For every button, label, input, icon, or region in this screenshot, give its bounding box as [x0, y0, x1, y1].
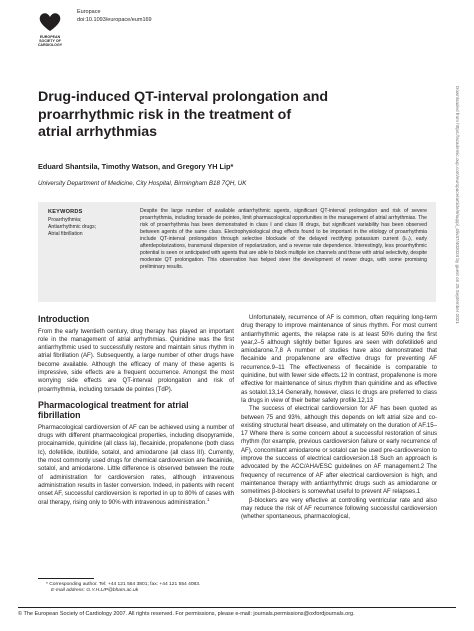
article-title [38, 89, 398, 142]
paragraph-electrical-cardioversion: The success of electrical cardioversion for AF has been quoted as between 75 and 93%, although this depends on left atrial size and co-existing structural heart disease, and ultimately on the duration of AF.15–17 Where there is some concern about a successful restoration of sinus rhythm (for example, previous cardioversion failure or early recurrence of AF), concomitant amiodarone or sotalol can be used pre-cardioversion to improve the success of electrical cardioversion.18 Such an approach is advocated by the ACC/AHA/ESC guidelines on AF management.2 The frequency of recurrence of AF after electrical cardioversion is high, and maintenance therapy with antiarrhythmic drugs such as amiodarone or sometimes β-blockers is somewhat useful to prevent AF relapses.1 [241, 406, 437, 496]
paragraph-recurrence: Unfortunately, recurrence of AF is common, often requiring long-term drug therapy to improve maintenance of sinus rhythm. For most current antiarrhythmic agents, the relapse rate is at least 50% during the first year,2–5 although slightly better figures are seen with dofetilide6 and amiodarone.7,8 A number of studies have also demonstrated that flecainide and propafenone are effective drugs for preventing AF recurrence.9–11 The effectiveness of flecainide is comparable to quinidine, but with fewer side effects.12 In contrast, propafenone is more effective for maintenance of sinus rhythm than quinidine and as effective as sotalol.13,14 Generally, however, class Ic drugs are preferred to class Ia drugs in view of their better safety profile.12,13 [241, 315, 437, 404]
heading-line: Pharmacological treatment for atrial [38, 399, 189, 410]
title-line-2: proarrhythmic risk in the treatment of [38, 106, 292, 123]
footnote [46, 582, 200, 595]
affiliation: University Department of Medicine, City Hospital, Birmingham B18 7QH, UK [38, 180, 247, 187]
journal-doi[interactable]: doi:10.1093/europace/eum169 [77, 16, 152, 23]
right-column [241, 314, 437, 521]
download-watermark: Downloaded from https://academic.oup.com/europace/article/9/suppl_4/iv37/402024 by guest on 25 September 2021 [455, 86, 460, 324]
heart-icon [40, 13, 61, 31]
svg-text:EUROPEAN: EUROPEAN [39, 35, 61, 39]
introduction-text: From the early twentieth century, drug therapy has played an important role in the management of atrial arrhythmias. Quinidine was the first antiarrhythmic used to successfully restore and maintain sinus rhythm in atrial fibrillation (AF). Subsequently, a large number of other drugs have become available. Although the efficacy of many of these agents is impressive, side effects are a frequent occurrence. Amongst the most worrying side effects are QT-interval prolongation and risk of proarrhythmia, including torsade de pointes (TdP). [38, 328, 234, 393]
heading-line: fibrillation [38, 410, 81, 421]
copyright-footer: © The European Society of Cardiology 2007. All rights reserved. For permissions, please e-mail: journals.permissions@oxfordjournals.org. [18, 611, 355, 617]
svg-text:SOCIETY OF: SOCIETY OF [39, 39, 61, 43]
pharmacological-text [38, 424, 234, 507]
journal-name: Europace [77, 9, 101, 15]
pharmacological-body: Pharmacological cardioversion of AF can be achieved using a number of drugs with different pharmacological properties, including disopyramide, procainamide, quinidine (all class Ia), flecainide, propafenone (both class Ic), dofetilide, ibutilide, sotalol, and amiodarone (all class III). Currently, the most commonly used drugs for chemical cardioversion are flecainide, sotalol, and amiodarone. Little difference is observed between the route of administration for cardioversion rates, although intravenous administration results in faster conversion. Indeed, in patients with recent onset AF, successful cardioversion is reported in up to 80% of cases with oral therapy, rising only to 90% with intravenous administration. [38, 424, 234, 506]
section-heading-pharmacological [38, 400, 234, 421]
section-heading-introduction: Introduction [38, 314, 90, 324]
footnote-rule [38, 578, 94, 579]
title-line-3: atrial arrhythmias [38, 124, 158, 140]
author-list: Eduard Shantsila, Timothy Watson, and Gregory YH Lip* [38, 162, 234, 171]
paragraph-beta-blockers: β-blockers are very effective at controlling ventricular rate and also may reduce the risk of AF recurrence following successful cardioversion (whether spontaneous, pharmacological, [241, 497, 437, 521]
esc-logo [35, 10, 65, 52]
left-column [38, 314, 234, 507]
keyword-item: Antiarrhythmic drugs; [48, 224, 97, 230]
svg-text:CARDIOLOGY: CARDIOLOGY [37, 43, 63, 47]
corresponding-author: * Corresponding author. Tel: +44 121 554 3801; fax: +44 121 554 4083. [46, 582, 201, 587]
abstract-text: Despite the large number of available antiarrhythmic agents, significant QT-interval prolongation and risk of severe proarrhythmia, including torsade de pointes, limit pharmacological opportunities in the management of atrial arrhythmias. The risk of proarrhythmia has been demonstrated in class I and class III drugs, but significant variability has been observed between agents of the same class. Electrophysiological drug effects found to be important in the etiology of proarrhythmia include QT-interval prolongation through selective blockade of the delayed rectifying potassium current (Iₖᵣ), early afterdepolarizations, transmural dispersion of repolarization, and a reverse rate dependence. Interestingly, less proarrhythmic potential is seen or anticipated with agents that are able to block multiple ion channels and those with atrial selectivity, despite moderate QT prolongation. This observation has helped steer the development of newer drugs, with some promising preliminary results. [140, 208, 427, 271]
title-line-1: Drug-induced QT-interval prolongation and [38, 89, 329, 105]
keyword-item: Atrial fibrillation [48, 231, 83, 237]
keyword-item: Proarrhythmia; [48, 217, 82, 223]
keywords-heading: KEYWORDS [48, 209, 83, 215]
journal-header [77, 9, 152, 24]
email-address[interactable]: E-mail address: G.Y.H.LIP@bham.ac.uk [51, 588, 139, 594]
reference-marker[interactable]: 1 [206, 496, 210, 502]
